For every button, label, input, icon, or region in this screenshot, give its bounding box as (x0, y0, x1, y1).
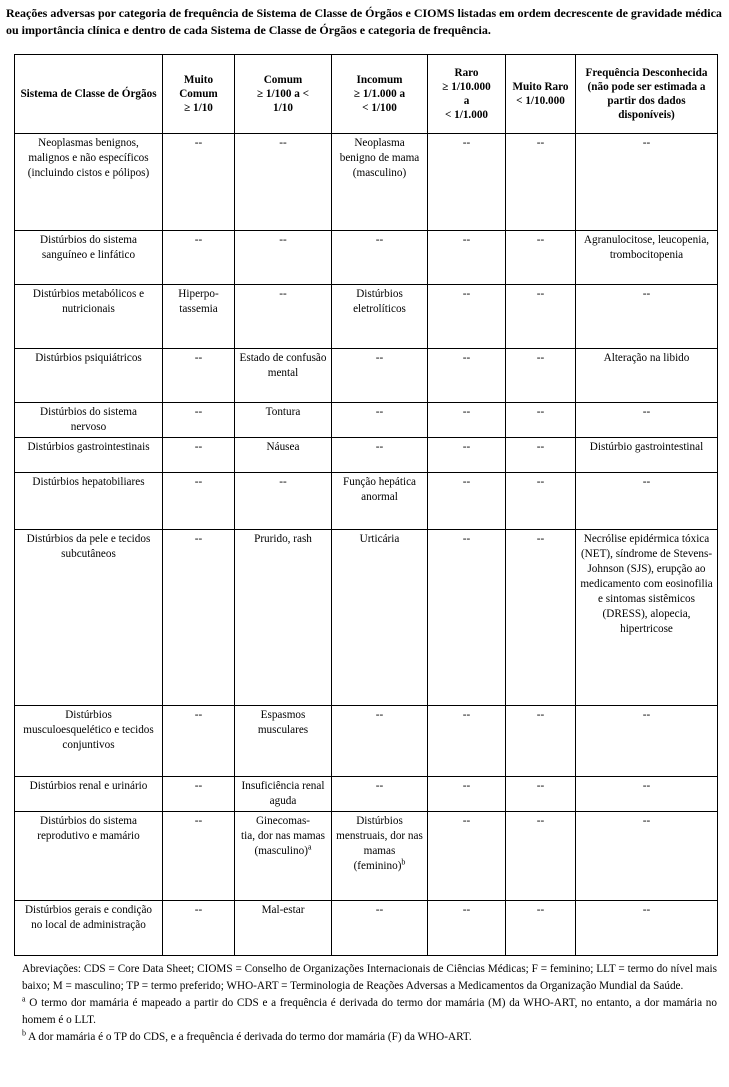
cell-soc (15, 530, 163, 706)
cell-text: -- (194, 476, 203, 488)
cell-rare (428, 473, 506, 530)
table-row (15, 231, 718, 285)
cell-text: -- (279, 234, 287, 246)
cell-rare (428, 901, 506, 956)
cell-common (235, 438, 332, 473)
cell-text: Distúrbios do sistema nervoso (40, 406, 137, 433)
table-row (15, 706, 718, 777)
cell-soc (15, 812, 163, 901)
cell-text: -- (642, 904, 651, 916)
table-row (15, 530, 718, 706)
cell-text: Tontura (265, 406, 301, 418)
cell-text: -- (536, 476, 545, 488)
cell-very-common (163, 777, 235, 812)
cell-soc (15, 349, 163, 403)
cell-common (235, 530, 332, 706)
cell-soc (15, 901, 163, 956)
cell-text: Distúrbios renal e urinário (29, 780, 148, 792)
cell-text: -- (536, 533, 545, 545)
cell-text: Distúrbio gastrointestinal (589, 441, 704, 453)
cell-uncommon (332, 706, 428, 777)
cell-text: -- (462, 406, 471, 418)
cell-very-common (163, 812, 235, 901)
cell-text: Distúrbios hepatobiliares (32, 476, 145, 488)
cell-very-common (163, 285, 235, 349)
cell-soc (15, 285, 163, 349)
cell-soc (15, 231, 163, 285)
cell-text: Urticária (359, 533, 400, 545)
cell-uncommon (332, 473, 428, 530)
cell-rare (428, 706, 506, 777)
footnotes (22, 961, 717, 1046)
cell-text: -- (536, 441, 545, 453)
cell-rare (428, 349, 506, 403)
cell-text: Alteração na libido (603, 352, 690, 364)
cell-text: -- (375, 352, 384, 364)
cell-text: -- (462, 137, 471, 149)
cell-text: -- (536, 904, 545, 916)
cell-unknown (576, 231, 718, 285)
cell-common (235, 901, 332, 956)
cell-text: Neoplasma benigno de mama (masculino) (339, 137, 420, 179)
cell-text: -- (536, 234, 545, 246)
cell-text: -- (194, 234, 203, 246)
cell-text: Náusea (266, 441, 300, 453)
cell-text: -- (642, 476, 651, 488)
footnote-b-mark: b (22, 1028, 26, 1038)
cell-text: -- (536, 137, 545, 149)
cell-soc (15, 438, 163, 473)
cell-very-common (163, 403, 235, 438)
cell-common (235, 231, 332, 285)
cell-text: Distúrbios do sistema reprodutivo e mamário (37, 815, 140, 842)
cell-text: -- (194, 780, 203, 792)
footnote-a (22, 995, 717, 1029)
cell-uncommon (332, 285, 428, 349)
cell-text: -- (375, 441, 384, 453)
cell-text: -- (194, 352, 203, 364)
cell-text: -- (279, 476, 287, 488)
cell-text: -- (462, 288, 471, 300)
cell-text: -- (536, 406, 545, 418)
cell-uncommon (332, 812, 428, 901)
cell-common (235, 134, 332, 231)
cell-unknown (576, 438, 718, 473)
footnote-mark: a (307, 842, 312, 852)
header-row (15, 55, 718, 134)
cell-rare (428, 285, 506, 349)
cell-text: Necrólise epidérmica tóxica (NET), síndrome de Stevens-Johnson (SJS), erupção ao medicamento com eosinofilia e sintomas sistêmicos (DRESS), alopecia, hipertricose (580, 533, 713, 635)
cell-text: Distúrbios musculoesquelético e tecidos conjuntivos (23, 709, 154, 751)
cell-rare (428, 812, 506, 901)
cell-text: -- (194, 406, 203, 418)
cell-very-common (163, 134, 235, 231)
footnote-b-text: A dor mamária é o TP do CDS, e a frequência é derivada do termo dor mamária (F) da WHO-ART. (26, 1031, 472, 1043)
cell-text: Distúrbios eletrolíticos (353, 288, 406, 315)
cell-text: -- (536, 815, 545, 827)
cell-unknown (576, 349, 718, 403)
cell-very-common (163, 349, 235, 403)
cell-common (235, 777, 332, 812)
cell-very-common (163, 473, 235, 530)
cell-very-common (163, 438, 235, 473)
adverse-reactions-table (14, 54, 718, 956)
cell-text: -- (642, 288, 651, 300)
cell-uncommon (332, 901, 428, 956)
cell-text: -- (462, 476, 471, 488)
cell-text: -- (194, 533, 203, 545)
cell-rare (428, 530, 506, 706)
cell-text: -- (462, 815, 471, 827)
cell-rare (428, 777, 506, 812)
cell-rare (428, 134, 506, 231)
cell-uncommon (332, 438, 428, 473)
cell-unknown (576, 473, 718, 530)
cell-very-rare (506, 134, 576, 231)
cell-text: Prurido, rash (254, 533, 312, 545)
cell-text: Função hepática anormal (343, 476, 416, 503)
cell-text: -- (642, 815, 651, 827)
cell-very-rare (506, 349, 576, 403)
cell-text: -- (194, 441, 203, 453)
cell-text: -- (375, 709, 384, 721)
table-row (15, 901, 718, 956)
cell-unknown (576, 403, 718, 438)
header-very-common: Muito Comum ≥ 1/10 (163, 55, 235, 134)
cell-very-rare (506, 231, 576, 285)
table-row (15, 349, 718, 403)
table-row (15, 285, 718, 349)
cell-very-common (163, 901, 235, 956)
cell-very-rare (506, 473, 576, 530)
cell-text: -- (194, 815, 203, 827)
cell-soc (15, 403, 163, 438)
cell-text: -- (375, 780, 384, 792)
cell-uncommon (332, 530, 428, 706)
cell-text: Agranulocitose, leucopenia, trombocitopenia (583, 234, 710, 261)
header-common: Comum ≥ 1/100 a < 1/10 (235, 55, 332, 134)
header-uncommon: Incomum ≥ 1/1.000 a < 1/100 (332, 55, 428, 134)
cell-common (235, 349, 332, 403)
cell-very-common (163, 706, 235, 777)
cell-very-rare (506, 403, 576, 438)
cell-uncommon (332, 231, 428, 285)
cell-very-rare (506, 285, 576, 349)
cell-text: -- (642, 406, 651, 418)
table-row (15, 403, 718, 438)
cell-text: Distúrbios menstruais, dor nas mamas (feminino) (336, 815, 423, 872)
cell-text: Distúrbios da pele e tecidos subcutâneos (26, 533, 151, 560)
cell-unknown (576, 134, 718, 231)
cell-common (235, 285, 332, 349)
cell-text: -- (462, 352, 471, 364)
cell-very-rare (506, 706, 576, 777)
cell-unknown (576, 901, 718, 956)
cell-text: -- (194, 709, 203, 721)
cell-text: -- (462, 780, 471, 792)
cell-text: Distúrbios metabólicos e nutricionais (32, 288, 145, 315)
cell-text: -- (279, 137, 287, 149)
cell-text: -- (462, 904, 471, 916)
cell-text: Estado de confusão mental (239, 352, 327, 379)
cell-text: Hiperpo- tassemia (178, 288, 219, 315)
cell-text: -- (279, 288, 287, 300)
cell-text: -- (375, 904, 384, 916)
header-unknown: Frequência Desconhecida (não pode ser estimada a partir dos dados disponíveis) (576, 55, 718, 134)
cell-very-rare (506, 777, 576, 812)
cell-text: -- (462, 709, 471, 721)
cell-rare (428, 231, 506, 285)
cell-text: Distúrbios psiquiátricos (35, 352, 142, 364)
header-soc: Sistema de Classe de Órgãos (15, 55, 163, 134)
table-row (15, 812, 718, 901)
cell-text: -- (536, 352, 545, 364)
cell-text: -- (194, 137, 203, 149)
cell-text: Distúrbios gastrointestinais (27, 441, 150, 453)
table-row (15, 777, 718, 812)
cell-text: -- (536, 288, 545, 300)
cell-common (235, 706, 332, 777)
cell-unknown (576, 777, 718, 812)
table-row (15, 134, 718, 231)
footnote-a-mark: a (22, 994, 26, 1004)
cell-text: Insuficiência renal aguda (241, 780, 325, 807)
cell-uncommon (332, 134, 428, 231)
cell-soc (15, 134, 163, 231)
cell-very-rare (506, 438, 576, 473)
cell-unknown (576, 812, 718, 901)
cell-soc (15, 777, 163, 812)
cell-text: -- (194, 904, 203, 916)
cell-text: -- (462, 234, 471, 246)
cell-very-rare (506, 530, 576, 706)
cell-text: -- (462, 533, 471, 545)
cell-text: -- (536, 780, 545, 792)
cell-text: Distúrbios do sistema sanguíneo e linfático (40, 234, 137, 261)
cell-common (235, 403, 332, 438)
cell-text: Distúrbios gerais e condição no local de administração (24, 904, 153, 931)
footnote-a-text: O termo dor mamária é mapeado a partir do CDS e a frequência é derivada do termo dor mamária (M) da WHO-ART, no entanto, a dor mamária no homem é o LLT. (22, 997, 717, 1026)
cell-uncommon (332, 349, 428, 403)
cell-common (235, 473, 332, 530)
abbreviations-note: Abreviações: CDS = Core Data Sheet; CIOMS = Conselho de Organizações Internacionais de Ciências Médicas; F = feminino; LLT = termo do nível mais baixo; M = masculino; TP = termo preferido; WHO-ART = Terminologia de Reações Adversas a Medicamentos da Organização Mundial da Saúde. (22, 963, 717, 992)
cell-text: -- (462, 441, 471, 453)
cell-text: -- (375, 234, 384, 246)
cell-very-common (163, 231, 235, 285)
footnote-b (22, 1029, 717, 1046)
cell-rare (428, 438, 506, 473)
cell-common (235, 812, 332, 901)
header-very-rare: Muito Raro < 1/10.000 (506, 55, 576, 134)
cell-unknown (576, 530, 718, 706)
cell-text: Ginecomas- tia, dor nas mamas (masculino) (241, 815, 325, 857)
cell-very-rare (506, 901, 576, 956)
cell-text: -- (375, 406, 384, 418)
cell-unknown (576, 285, 718, 349)
cell-text: -- (536, 709, 545, 721)
cell-text: -- (642, 137, 651, 149)
cell-rare (428, 403, 506, 438)
cell-very-common (163, 530, 235, 706)
table-row (15, 438, 718, 473)
cell-unknown (576, 706, 718, 777)
cell-text: -- (642, 709, 651, 721)
table-row (15, 473, 718, 530)
cell-text: Espasmos musculares (257, 709, 309, 736)
cell-text: Neoplasmas benignos, malignos e não específicos (incluindo cistos e pólipos) (27, 137, 150, 179)
cell-uncommon (332, 777, 428, 812)
table-caption: Reações adversas por categoria de frequência de Sistema de Classe de Órgãos e CIOMS listadas em ordem decrescente de gravidade médica ou importância clínica e dentro de cada Sistema de Classe de Órgãos e categoria de frequência. (6, 6, 722, 37)
cell-soc (15, 706, 163, 777)
cell-uncommon (332, 403, 428, 438)
footnote-mark: b (401, 857, 406, 867)
cell-soc (15, 473, 163, 530)
header-rare: Raro ≥ 1/10.000 a < 1/1.000 (428, 55, 506, 134)
cell-text: -- (642, 780, 651, 792)
cell-text: Mal-estar (261, 904, 305, 916)
cell-very-rare (506, 812, 576, 901)
